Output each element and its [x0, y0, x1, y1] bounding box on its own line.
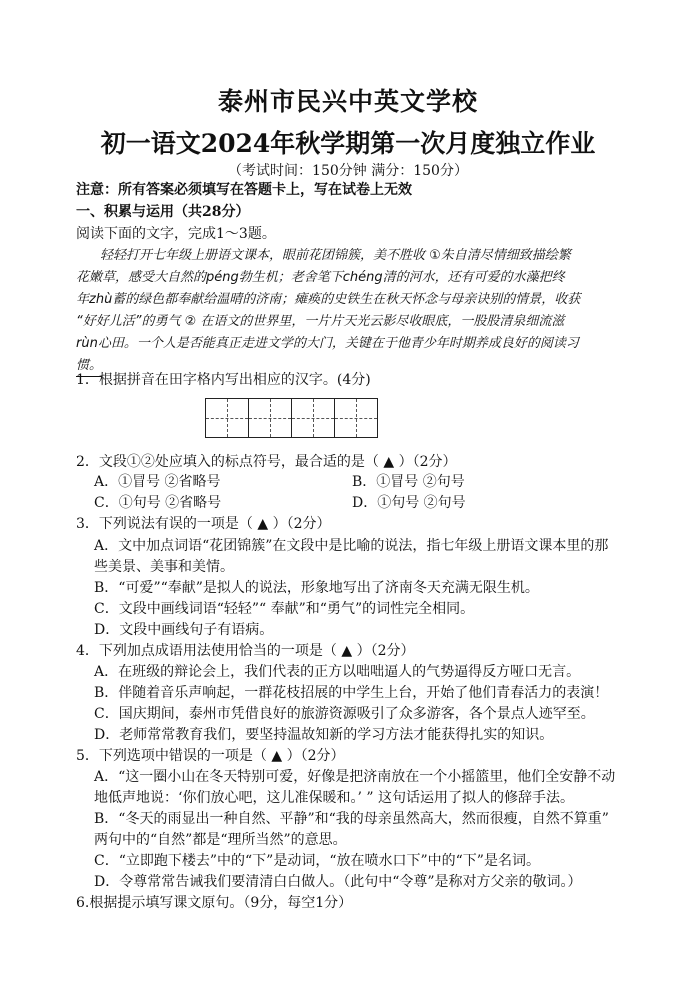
- option-c: C．国庆期间，泰州市凭借良好的旅游资源吸引了众多游客，各个景点人迹罕至。: [94, 706, 595, 722]
- reading-intro: 阅读下面的文字，完成1～3题。: [76, 226, 276, 242]
- option-c: C．“立即跑下楼去”中的“下”是动词，“放在喷水口下”中的“下”是名词。: [94, 853, 540, 869]
- school-name: 泰州市民兴中英文学校: [217, 87, 478, 116]
- exam-info: （考试时间：150分钟 满分：150分）: [228, 163, 468, 179]
- option-b: B．“可爱”“奉献”是拟人的说法，形象地写出了济南冬天充满无限生机。: [94, 580, 539, 596]
- exam-title: 初一语文2024年秋学期第一次月度独立作业: [100, 129, 596, 158]
- option-d: D．①句号 ②句号: [352, 495, 466, 511]
- passage-line: 轻轻打开七年级上册语文课本，眼前花团锦簇，美不胜收 ①朱自清尽情细致描绘繁: [100, 248, 571, 263]
- passage-line: 花嫩草，感受大自然的péng勃生机；老舍笔下chéng清的河水，还有可爱的水藻把终: [76, 270, 565, 285]
- option-b-cont: 两句中的“自然”都是“理所当然”的意思。: [94, 832, 347, 848]
- tianzige-grid[interactable]: [206, 398, 378, 438]
- option-a: A．在班级的辩论会上，我们代表的正方以咄咄逼人的气势逼得反方哑口无言。: [94, 664, 581, 680]
- notice: 注意：所有答案必须填写在答题卡上，写在试卷上无效: [76, 182, 412, 198]
- tianzige-cell[interactable]: [248, 398, 292, 438]
- question-6: 6.根据提示填写课文原句。（9分，每空1分）: [76, 895, 353, 911]
- passage-line: rùn心田。一个人是否能真正走进文学的大门，关键在于他青少年时期养成良好的阅读习: [76, 336, 579, 351]
- passage-line: “好好儿活”的勇气 ② 在语文的世界里，一片片天光云影尽收眼底，一股股清泉细流滋: [76, 314, 565, 329]
- option-d: D．文段中画线句子有语病。: [94, 622, 274, 638]
- tianzige-cell[interactable]: [334, 398, 378, 438]
- passage-line: 惯。: [76, 356, 102, 377]
- option-a: A．“这一圈小山在冬天特别可爱，好像是把济南放在一个小摇篮里，他们全安静不动: [94, 769, 616, 785]
- question-3: 3．下列说法有误的一项是（ ▲ ）（2分）: [76, 516, 331, 532]
- option-d: D．令尊常常告诫我们要清清白白做人。（此句中“令尊”是称对方父亲的敬词。）: [94, 874, 582, 890]
- question-5: 5．下列选项中错误的一项是（ ▲ ）（2分）: [76, 748, 345, 764]
- option-a: A．文中加点词语“花团锦簇”在文段中是比喻的说法，指七年级上册语文课本里的那: [94, 538, 609, 554]
- option-b: B．伴随着音乐声响起，一群花枝招展的中学生上台，开始了他们青春活力的表演！: [94, 685, 609, 701]
- question-1: 1．根据拼音在田字格内写出相应的汉字。(4分): [76, 372, 371, 388]
- option-c: C．①句号 ②省略号: [94, 495, 222, 511]
- passage-line: 年zhù蓄的绿色都奉献给温晴的济南；瘫痪的史铁生在秋天怀念与母亲诀别的情景，收获: [76, 292, 581, 307]
- question-2: 2．文段①②处应填入的标点符号，最合适的是（ ▲ ）（2分）: [76, 454, 457, 470]
- option-a-cont: 地低声地说：‘你们放心吧，这儿准保暖和。’ ” 这句话运用了拟人的修辞手法。: [94, 790, 574, 806]
- section-title: 一、积累与运用（共28分）: [76, 204, 250, 220]
- tianzige-cell[interactable]: [291, 398, 335, 438]
- option-c: C．文段中画线词语“轻轻”“ 奉献”和“勇气”的词性完全相同。: [94, 601, 475, 617]
- option-d: D．老师常常教育我们，要坚持温故知新的学习方法才能获得扎实的知识。: [94, 727, 554, 743]
- option-b: B．“冬天的雨显出一种自然、平静”和“我的母亲虽然高大，然而很瘦，自然不算重”: [94, 811, 609, 827]
- option-a-cont: 些美景、美事和美情。: [94, 559, 234, 575]
- option-b: B．①冒号 ②句号: [352, 474, 465, 490]
- tianzige-cell[interactable]: [205, 398, 249, 438]
- option-a: A．①冒号 ②省略号: [94, 474, 221, 490]
- question-4: 4．下列加点成语用法使用恰当的一项是（ ▲ ）（2分）: [76, 643, 415, 659]
